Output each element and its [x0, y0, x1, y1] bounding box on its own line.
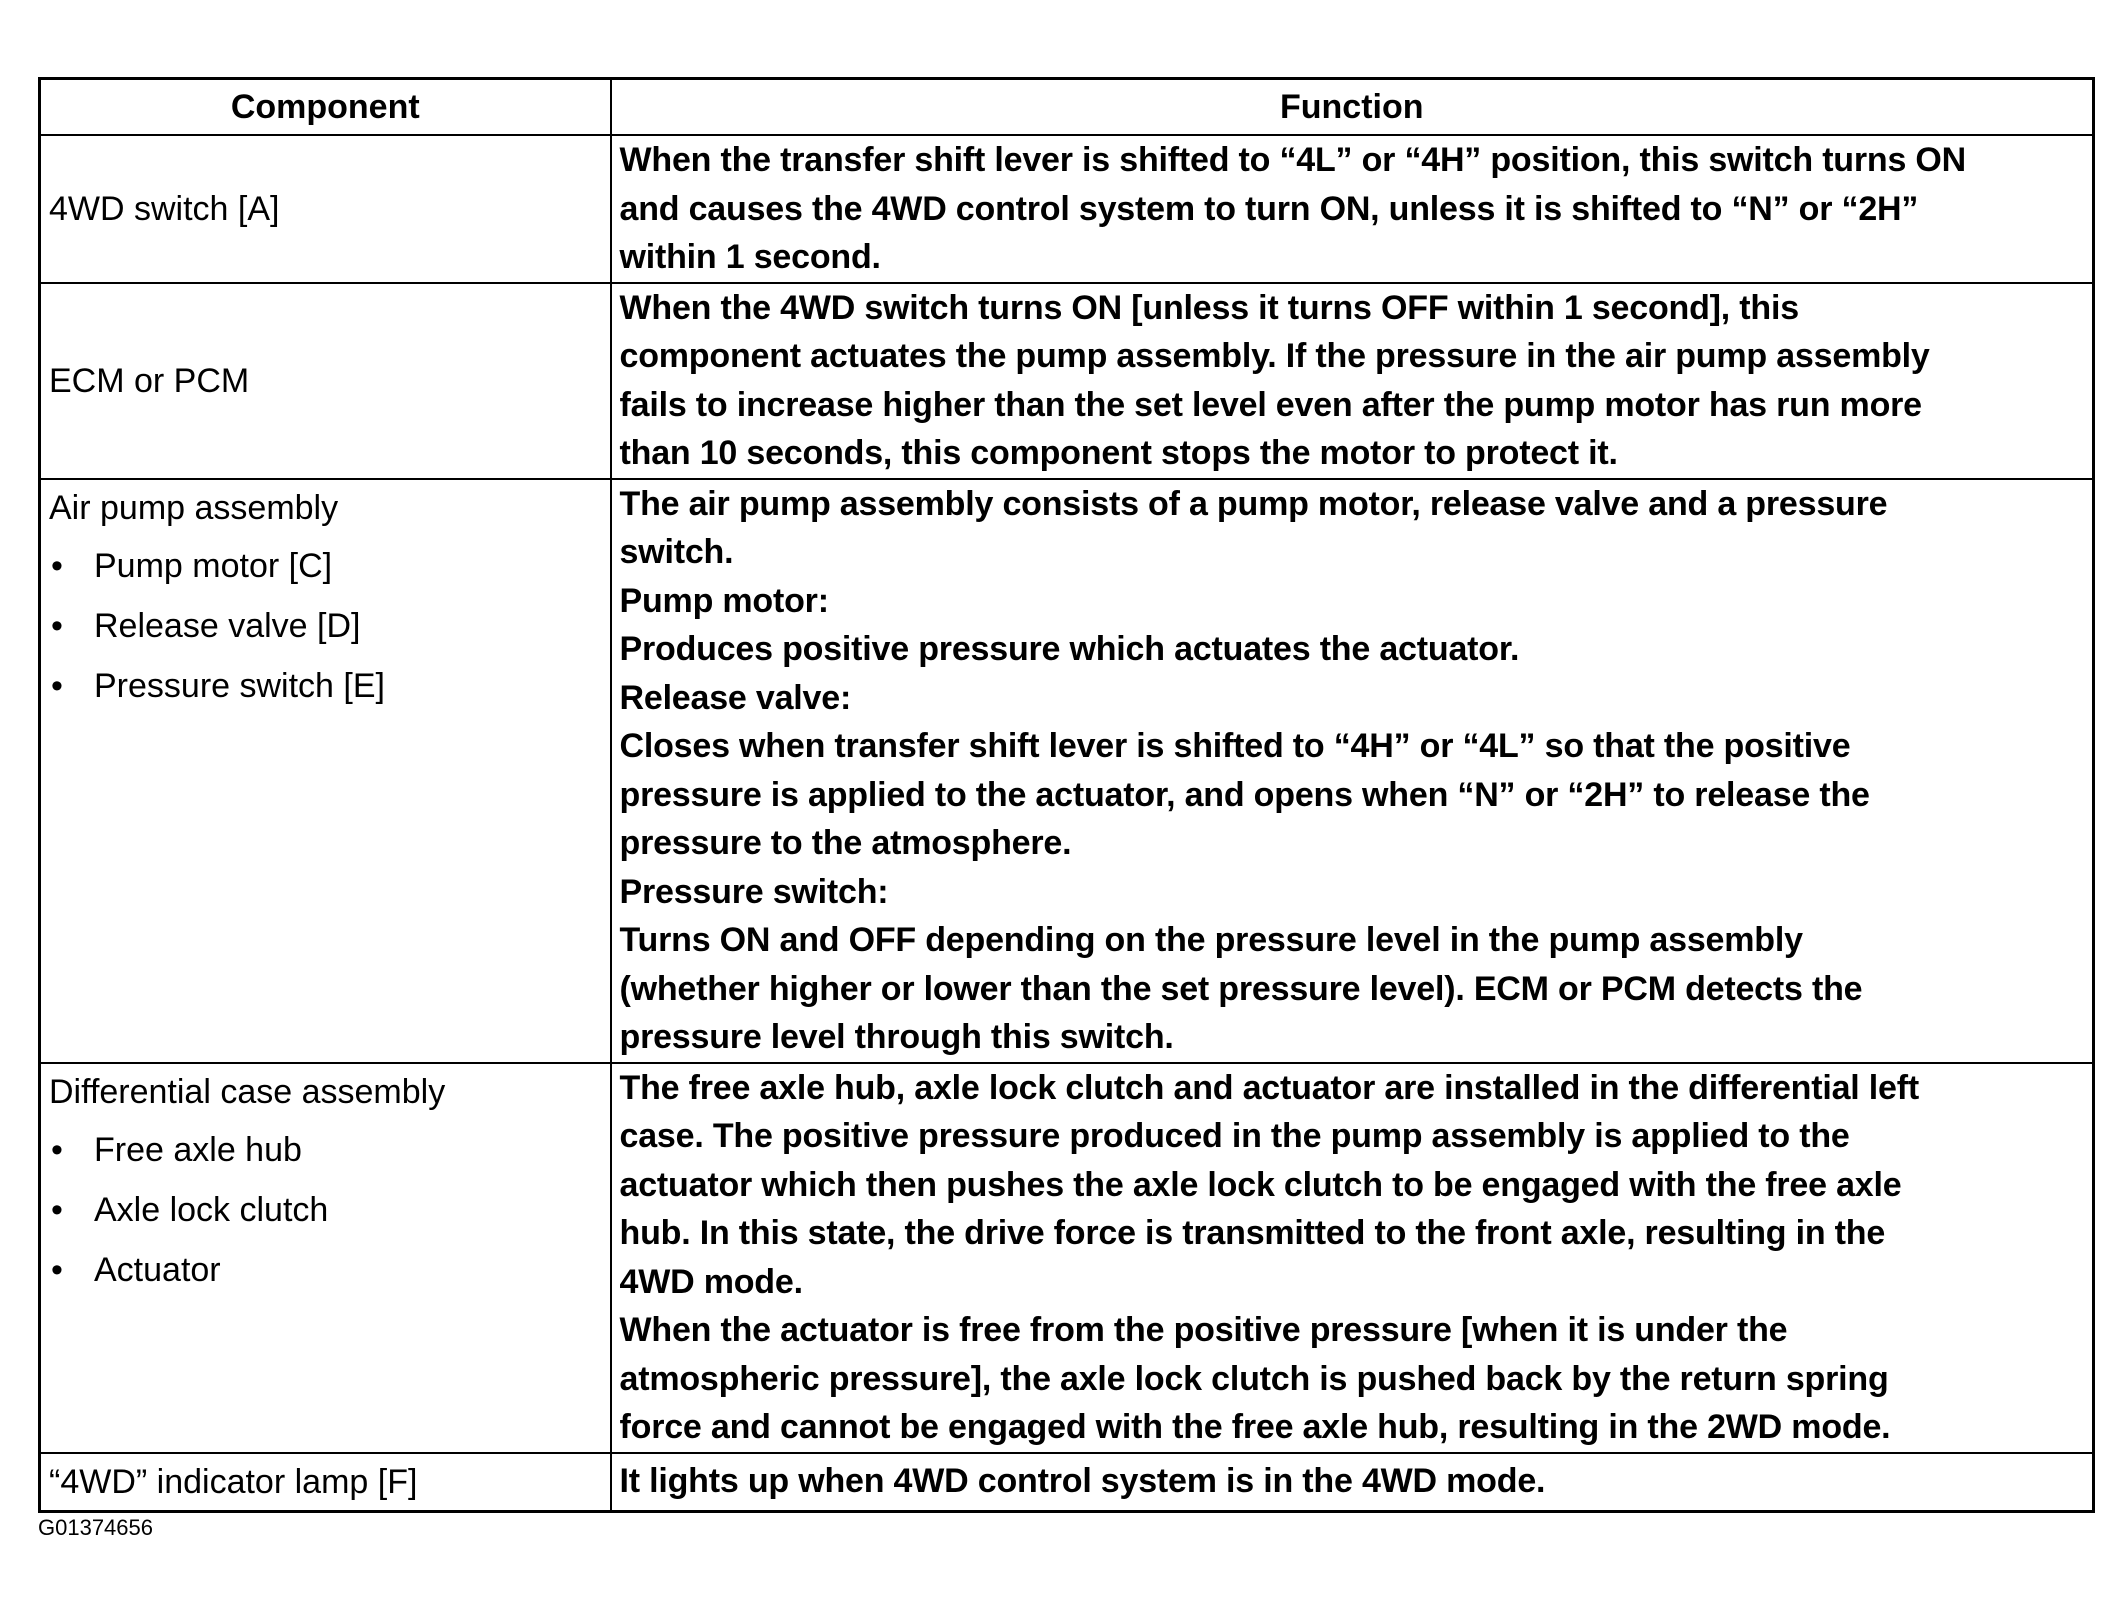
- table-header-row: [40, 79, 2094, 136]
- bullet-icon: •: [51, 666, 63, 705]
- sub-component-label: Actuator: [94, 1250, 221, 1289]
- table-body: [40, 135, 2094, 1511]
- function-text-line: Pump motor:: [619, 581, 829, 620]
- function-text-line: Closes when transfer shift lever is shifted to “4H” or “4L” so that the positive: [619, 727, 1851, 765]
- sub-component-item: [49, 596, 602, 656]
- function-cell: [611, 479, 2094, 1063]
- component-cell: [40, 1063, 611, 1453]
- sub-component-list: [49, 536, 602, 716]
- sub-component-label: Free axle hub: [94, 1130, 302, 1169]
- column-header-function: Function: [611, 79, 2094, 136]
- function-text-line: fails to increase higher than the set level even after the pump motor has run more: [619, 385, 1922, 424]
- function-text-line: Produces positive pressure which actuates the actuator.: [619, 630, 1520, 668]
- function-text-line: force and cannot be engaged with the free axle hub, resulting in the 2WD mode.: [619, 1408, 1891, 1446]
- function-text-line: Turns ON and OFF depending on the pressure level in the pump assembly: [619, 921, 1803, 959]
- function-text-line: actuator which then pushes the axle lock clutch to be engaged with the free axle: [619, 1165, 1902, 1204]
- sub-component-label: Release valve [D]: [94, 606, 361, 645]
- function-text-line: 4WD mode.: [619, 1262, 803, 1301]
- function-cell: [611, 1453, 2094, 1512]
- sub-component-label: Pump motor [C]: [94, 546, 333, 585]
- function-cell: [611, 283, 2094, 479]
- function-text-line: and causes the 4WD control system to turn ON, unless it is shifted to “N” or “2H”: [619, 189, 1919, 228]
- sub-component-item: [49, 656, 602, 716]
- function-text-line: The free axle hub, axle lock clutch and actuator are installed in the differential left: [619, 1068, 1920, 1107]
- function-text-line: component actuates the pump assembly. If the pressure in the air pump assembly: [619, 337, 1930, 375]
- table-row: [40, 1453, 2094, 1512]
- table-row: [40, 135, 2094, 283]
- function-text-line: When the actuator is free from the positive pressure [when it is under the: [619, 1311, 1788, 1349]
- function-text-line: The air pump assembly consists of a pump motor, release valve and a pressure: [619, 484, 1888, 523]
- component-cell: [40, 1453, 611, 1512]
- component-cell: [40, 135, 611, 283]
- function-text-line: It lights up when 4WD control system is in the 4WD mode.: [619, 1462, 1546, 1501]
- bullet-icon: •: [51, 1130, 63, 1169]
- function-text-line: pressure level through this switch.: [619, 1018, 1174, 1056]
- component-name: Differential case assembly: [49, 1072, 446, 1111]
- function-text-line: pressure is applied to the actuator, and opens when “N” or “2H” to release the: [619, 775, 1870, 814]
- bullet-icon: •: [51, 546, 63, 585]
- function-text-line: Release valve:: [619, 678, 852, 717]
- function-text-line: within 1 second.: [619, 238, 881, 276]
- function-text-line: atmospheric pressure], the axle lock clutch is pushed back by the return spring: [619, 1359, 1889, 1398]
- sub-component-item: [49, 536, 602, 596]
- function-text-line: When the 4WD switch turns ON [unless it turns OFF within 1 second], this: [619, 288, 1799, 327]
- function-text-line: (whether higher or lower than the set pressure level). ECM or PCM detects the: [619, 969, 1863, 1008]
- table-row: [40, 1063, 2094, 1453]
- component-name: 4WD switch [A]: [49, 189, 280, 228]
- function-text-line: than 10 seconds, this component stops the motor to protect it.: [619, 434, 1618, 472]
- function-text-line: pressure to the atmosphere.: [619, 824, 1072, 862]
- sub-component-item: [49, 1240, 602, 1300]
- function-cell: [611, 135, 2094, 283]
- component-name: ECM or PCM: [49, 361, 250, 400]
- column-header-component: Component: [40, 79, 611, 136]
- component-cell: [40, 283, 611, 479]
- table-row: [40, 283, 2094, 479]
- function-text-line: case. The positive pressure produced in the pump assembly is applied to the: [619, 1117, 1850, 1155]
- sub-component-list: [49, 1120, 602, 1300]
- sub-component-label: Pressure switch [E]: [94, 666, 385, 705]
- function-text-line: switch.: [619, 533, 734, 571]
- component-cell: [40, 479, 611, 1063]
- sub-component-label: Axle lock clutch: [94, 1190, 329, 1229]
- sub-component-item: [49, 1120, 602, 1180]
- function-cell: [611, 1063, 2094, 1453]
- sub-component-item: [49, 1180, 602, 1240]
- figure-id: G01374656: [38, 1515, 153, 1540]
- component-name: “4WD” indicator lamp [F]: [49, 1462, 418, 1501]
- bullet-icon: •: [51, 606, 63, 645]
- function-text-line: Pressure switch:: [619, 872, 889, 911]
- bullet-icon: •: [51, 1190, 63, 1229]
- bullet-icon: •: [51, 1250, 63, 1289]
- component-function-table: [38, 77, 2095, 1513]
- function-text-line: When the transfer shift lever is shifted to “4L” or “4H” position, this switch turns ON: [619, 141, 1967, 179]
- component-name: Air pump assembly: [49, 488, 339, 527]
- function-text-line: hub. In this state, the drive force is transmitted to the front axle, resulting in the: [619, 1214, 1886, 1252]
- table-row: [40, 479, 2094, 1063]
